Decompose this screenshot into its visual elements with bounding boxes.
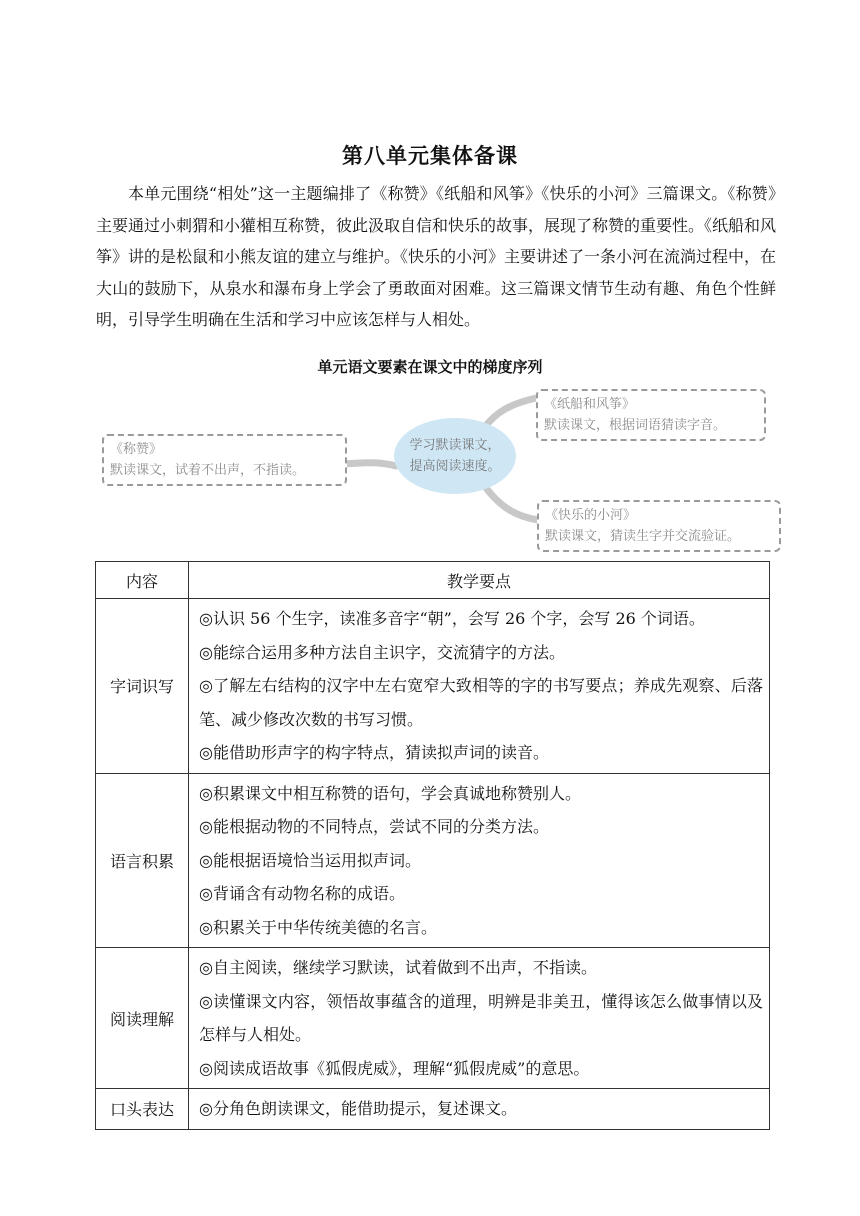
teaching-point: ◎能根据动物的不同特点，尝试不同的分类方法。 — [199, 817, 549, 836]
column-header-content: 内容 — [96, 562, 189, 599]
lesson-title: 《称赞》 — [110, 442, 163, 457]
teaching-point: ◎能综合运用多种方法自主识字，交流猜字的方法。 — [199, 642, 565, 662]
table-row — [96, 599, 770, 774]
teaching-point: ◎积累课文中相互称赞的语句，学会真诚地称赞别人。 — [199, 783, 581, 803]
row-points — [189, 599, 770, 774]
teaching-point: ◎分角色朗读课文，能借助提示，复述课文。 — [199, 1099, 517, 1118]
row-category: 字词识写 — [96, 599, 189, 774]
row-category: 语言积累 — [96, 773, 189, 948]
row-points — [189, 948, 770, 1089]
teaching-point: ◎积累关于中华传统美德的名言。 — [199, 917, 437, 937]
lesson-goal: 默读课文，试着不出声，不指读。 — [110, 463, 306, 478]
column-header-points: 教学要点 — [189, 562, 770, 599]
connector-bottom-right — [486, 488, 538, 520]
teaching-point: ◎背诵含有动物名称的成语。 — [199, 884, 405, 903]
lesson-goal: 默读课文，猜读生字并交流验证。 — [545, 529, 741, 544]
teaching-point: ◎了解左右结构的汉字中左右宽窄大致相等的字的书写要点；养成先观察、后落笔、减少修改次数的书写习惯。 — [199, 676, 763, 729]
unit-goal-line-2: 提高阅读速度。 — [409, 459, 501, 474]
teaching-point: ◎自主阅读，继续学习默读，试着做到不出声，不指读。 — [199, 958, 597, 977]
table-row — [96, 948, 770, 1089]
connector-top-right — [484, 398, 536, 428]
teaching-point: ◎能根据语境恰当运用拟声词。 — [199, 850, 421, 870]
diagram-title: 单元语文要素在课文中的梯度序列 — [317, 358, 543, 376]
lesson-title: 《快乐的小河》 — [545, 508, 637, 523]
table-header-row — [96, 562, 770, 599]
lesson-box-zhichuan — [536, 389, 766, 441]
page-title: 第八单元集体备课 — [342, 144, 518, 168]
teaching-point: ◎读懂课文内容，领悟故事蕴含的道理，明辨是非美丑，懂得该怎么做事情以及怎样与人相处。 — [199, 991, 763, 1044]
teaching-point: ◎认识 56 个生字，读准多音字“朝”，会写 26 个字，会写 26 个词语。 — [199, 609, 705, 628]
gradient-diagram — [96, 382, 786, 554]
row-category: 口头表达 — [96, 1089, 189, 1130]
connector-left — [344, 463, 396, 466]
teaching-point: ◎能借助形声字的构字特点，猜读拟声词的读音。 — [199, 743, 549, 762]
lesson-box-chengzan — [102, 434, 347, 486]
row-category: 阅读理解 — [96, 948, 189, 1089]
teaching-points-table — [95, 561, 770, 1130]
row-points — [189, 1089, 770, 1130]
lesson-box-xiaohe — [537, 500, 781, 552]
table-row — [96, 773, 770, 948]
unit-goal-oval — [394, 418, 516, 494]
lesson-title: 《纸船和风筝》 — [544, 397, 636, 412]
intro-paragraph — [96, 178, 776, 336]
row-points — [189, 773, 770, 948]
teaching-point: ◎阅读成语故事《狐假虎威》，理解“狐假虎威”的意思。 — [199, 1058, 590, 1078]
table-row — [96, 1089, 770, 1130]
intro-text: 本单元围绕“相处”这一主题编排了《称赞》《纸船和风筝》《快乐的小河》三篇课文。《称赞》主要通过小刺猬和小獾相互称赞，彼此汲取自信和快乐的故事，展现了称赞的重要性。《纸船和风筝》讲的是松鼠和小熊友谊的建立与维护。《快乐的小河》主要讲述了一条小河在流淌过程中，在大山的鼓励下，从泉水和瀑布身上学会了勇敢面对困难。这三篇课文情节生动有趣、角色个性鲜明，引导学生明确在生活和学习中应该怎样与人相处。 — [96, 184, 777, 329]
unit-goal-line-1: 学习默读课文， — [409, 438, 501, 453]
lesson-goal: 默读课文，根据词语猜读字音。 — [544, 418, 727, 433]
